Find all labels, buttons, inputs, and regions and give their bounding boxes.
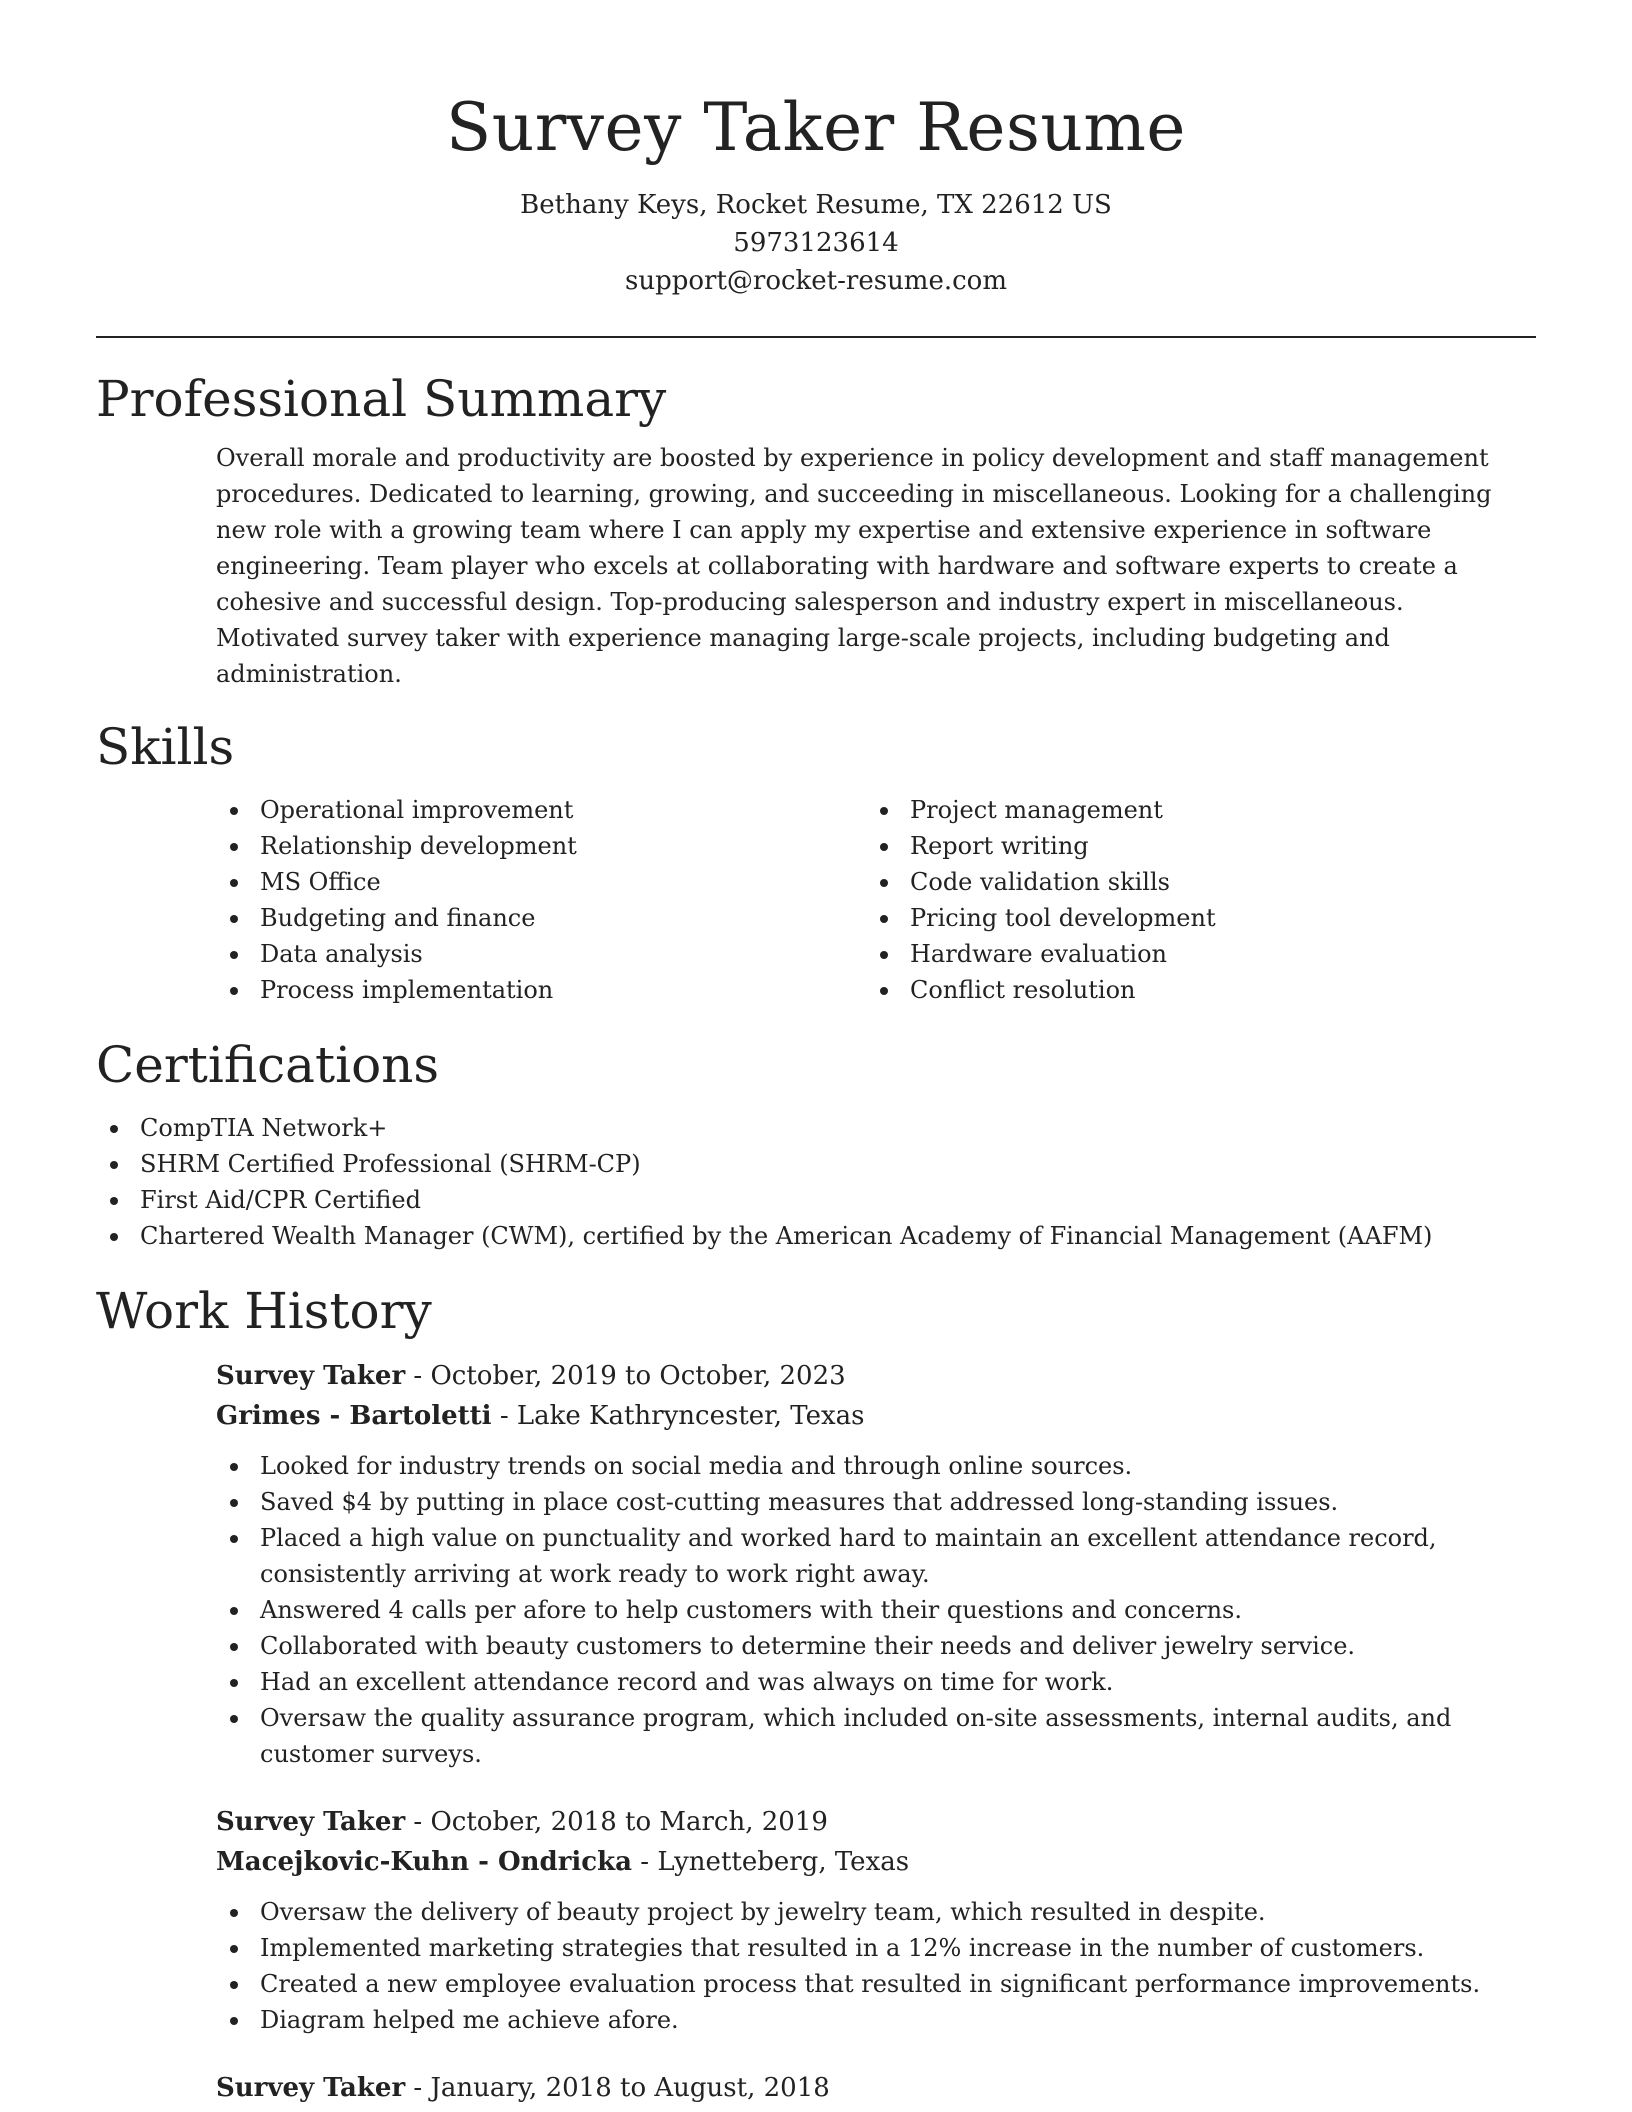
job-entry xyxy=(216,2068,1536,2108)
job-company-line xyxy=(216,1396,1536,1436)
summary-section xyxy=(96,368,1536,692)
job-bullets xyxy=(216,1448,1536,1772)
contact-block xyxy=(96,186,1536,300)
skills-grid xyxy=(216,792,1536,1008)
skill-item: Relationship development xyxy=(216,828,866,864)
summary-heading: Professional Summary xyxy=(96,370,667,428)
certification-item: Chartered Wealth Manager (CWM), certified by the American Academy of Financial Management (AAFM) xyxy=(96,1218,1536,1254)
job-bullet: Had an excellent attendance record and was always on time for work. xyxy=(216,1664,1536,1700)
job-company: Grimes - Bartoletti xyxy=(216,1401,492,1431)
job-title-line xyxy=(216,1802,1536,1842)
job-dates: - October, 2018 to March, 2019 xyxy=(405,1807,828,1837)
work-history-heading: Work History xyxy=(96,1282,432,1340)
skill-item: Code validation skills xyxy=(866,864,1516,900)
job-entry xyxy=(216,1356,1536,1772)
certification-item: SHRM Certified Professional (SHRM-CP) xyxy=(96,1146,1536,1182)
job-bullet: Answered 4 calls per afore to help customers with their questions and concerns. xyxy=(216,1592,1536,1628)
job-bullet: Diagram helped me achieve afore. xyxy=(216,2002,1536,2038)
job-bullet: Looked for industry trends on social media and through online sources. xyxy=(216,1448,1536,1484)
skill-item: MS Office xyxy=(216,864,866,900)
skill-item: Data analysis xyxy=(216,936,866,972)
contact-address: Bethany Keys, Rocket Resume, TX 22612 US xyxy=(520,190,1112,220)
job-bullet: Created a new employee evaluation process that resulted in significant performance improvements. xyxy=(216,1966,1536,2002)
work-history-section xyxy=(96,1280,1536,2108)
certifications-section xyxy=(96,1034,1536,1254)
contact-phone: 5973123614 xyxy=(733,228,899,258)
certification-item: First Aid/CPR Certified xyxy=(96,1182,1536,1218)
header-divider xyxy=(96,336,1536,338)
skill-item: Operational improvement xyxy=(216,792,866,828)
certifications-heading: Certifications xyxy=(96,1036,440,1094)
job-title-line xyxy=(216,1356,1536,1396)
job-bullet: Saved $4 by putting in place cost-cutting measures that addressed long-standing issues. xyxy=(216,1484,1536,1520)
certifications-list xyxy=(96,1110,1536,1254)
skill-item: Project management xyxy=(866,792,1516,828)
job-role: Survey Taker xyxy=(216,2073,406,2103)
job-company-line xyxy=(216,1842,1536,1882)
job-dates: - January, 2018 to August, 2018 xyxy=(405,2073,830,2103)
job-role: Survey Taker xyxy=(216,1361,406,1391)
job-bullet: Oversaw the quality assurance program, which included on-site assessments, internal audits, and customer surveys. xyxy=(216,1700,1536,1772)
job-title-line xyxy=(216,2068,1536,2108)
skill-item: Conflict resolution xyxy=(866,972,1516,1008)
skill-item: Hardware evaluation xyxy=(866,936,1516,972)
skills-section xyxy=(96,716,1536,1008)
resume-title: Survey Taker Resume xyxy=(446,89,1186,166)
job-dates: - October, 2019 to October, 2023 xyxy=(405,1361,846,1391)
certification-item: CompTIA Network+ xyxy=(96,1110,1536,1146)
job-role: Survey Taker xyxy=(216,1807,406,1837)
skill-item: Process implementation xyxy=(216,972,866,1008)
job-bullet: Placed a high value on punctuality and worked hard to maintain an excellent attendance record, consistently arriving at work ready to work right away. xyxy=(216,1520,1536,1592)
job-location: - Lynetteberg, Texas xyxy=(632,1847,910,1877)
resume-page xyxy=(96,0,1536,2108)
skill-item: Pricing tool development xyxy=(866,900,1516,936)
job-bullet: Implemented marketing strategies that resulted in a 12% increase in the number of customers. xyxy=(216,1930,1536,1966)
job-location: - Lake Kathryncester, Texas xyxy=(491,1401,865,1431)
job-company: Macejkovic-Kuhn - Ondricka xyxy=(216,1847,632,1877)
skill-item: Budgeting and finance xyxy=(216,900,866,936)
skills-heading: Skills xyxy=(96,718,235,776)
skill-item: Report writing xyxy=(866,828,1516,864)
job-bullets xyxy=(216,1894,1536,2038)
resume-header xyxy=(96,0,1536,300)
job-bullet: Oversaw the delivery of beauty project by jewelry team, which resulted in despite. xyxy=(216,1894,1536,1930)
job-entry xyxy=(216,1802,1536,2038)
summary-text: Overall morale and productivity are boosted by experience in policy development and staff management procedures. Dedicated to learning, growing, and succeeding in miscellaneous. Looking for a challenging new role with a growing team where I can apply my expertise and extensive experience in software engineering. Team player who excels at collaborating with hardware and software experts to create a cohesive and successful design. Top-producing salesperson and industry expert in miscellaneous. Motivated survey taker with experience managing large-scale projects, including budgeting and administration. xyxy=(216,444,1492,688)
job-bullet: Collaborated with beauty customers to determine their needs and deliver jewelry service. xyxy=(216,1628,1536,1664)
skills-list-right xyxy=(866,792,1516,1008)
skills-list-left xyxy=(216,792,866,1008)
contact-email: support@rocket-resume.com xyxy=(624,266,1007,296)
